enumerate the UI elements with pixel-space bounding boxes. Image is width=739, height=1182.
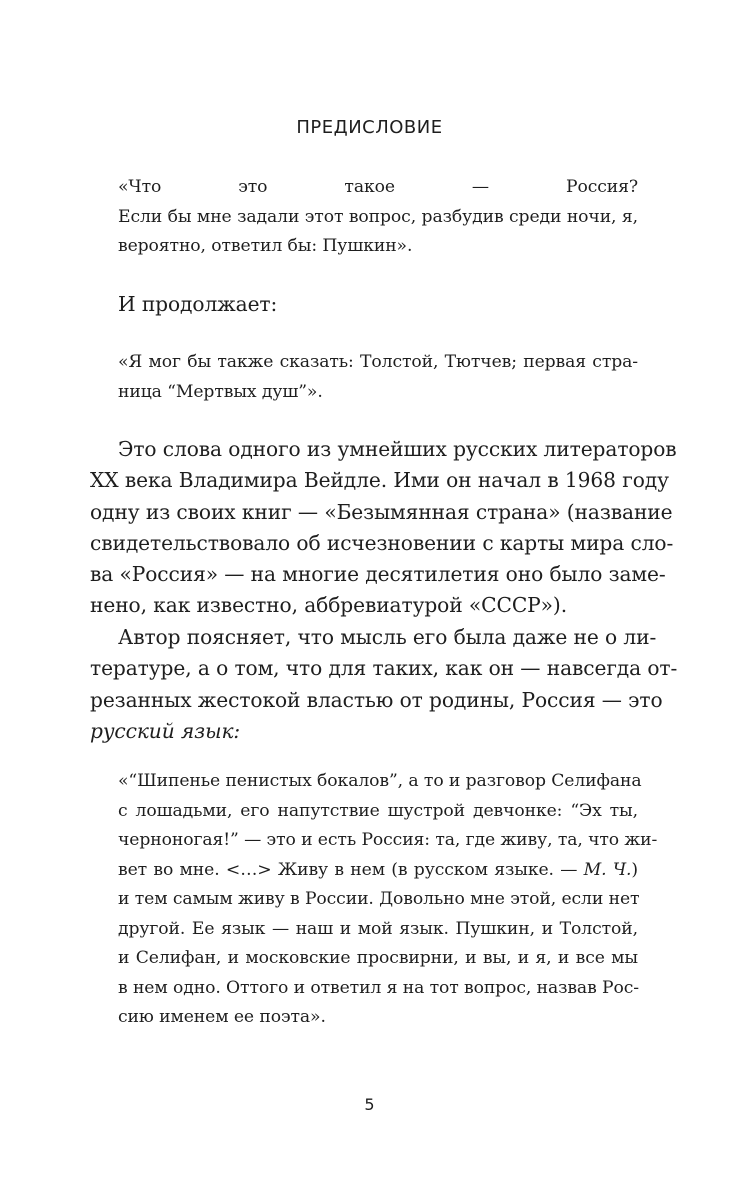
continues-line <box>118 289 666 320</box>
quote-line: вероятно, ответил бы: Пушкин». <box>118 236 413 256</box>
page-number: 5 <box>364 1095 375 1114</box>
quote-line: «Я мог бы также сказать: Толстой, Тютчев; первая стра- <box>118 352 638 372</box>
text-line: свидетельствовало об исчезновении с карты мира сло- <box>90 530 674 555</box>
quote-line: другой. Ее язык — наш и мой язык. Пушкин, и Толстой, <box>118 918 638 939</box>
quote-line: с лошадьми, его напутствие шустрой девчонке: “Эх ты, <box>118 800 638 821</box>
text-line: тературе, а о том, что для таких, как он — навсегда от- <box>90 656 678 681</box>
quote-line: черноногая!” — это и есть Россия: та, где живу, та, что жи- <box>118 830 658 850</box>
quote-line <box>118 856 638 886</box>
quote-line: и тем самым живу в России. Довольно мне этой, если нет <box>118 889 640 909</box>
closing-paren: ) <box>631 859 638 880</box>
quote-line: сию именем ее поэта». <box>118 1007 326 1027</box>
quote-line: ница “Мертвых душ”». <box>118 381 323 402</box>
text-line: ва «Россия» — на многие десятилетия оно было заме- <box>90 562 666 587</box>
quote-line: в нем одно. Оттого и ответил я на тот вопрос, назвав Рос- <box>118 977 639 998</box>
text-line: Это слова одного из умнейших русских литераторов <box>118 437 677 461</box>
author-initials: М. Ч. <box>583 859 632 880</box>
text-line: XX века Владимира Вейдле. Ими он начал в 1968 году <box>90 468 669 493</box>
italic-phrase: русский язык: <box>90 718 241 743</box>
text-line: И продолжает: <box>118 292 278 316</box>
text-line: нено, как известно, аббревиатурой «СССР»). <box>90 593 568 618</box>
third-quote <box>118 767 658 1033</box>
quote-line: Если бы мне задали этот вопрос, разбудив среди ночи, я, <box>118 206 638 227</box>
second-quote <box>118 348 638 407</box>
paragraph-2 <box>90 622 678 747</box>
epigraph-quote <box>118 173 638 262</box>
quote-line: и Селифан, и московские просвирни, и вы, и я, и все мы <box>118 948 638 968</box>
quote-text: вет во мне. <…> Живу в нем (в русском языке. — <box>118 859 578 880</box>
text-line: Автор поясняет, что мысль его была даже не о ли- <box>118 625 657 649</box>
quote-line: «Что это такое — Россия? <box>118 177 638 197</box>
paragraph-1 <box>90 434 677 622</box>
quote-line: «“Шипенье пенистых бокалов”, а то и разговор Селифана <box>118 771 642 791</box>
chapter-title: ПРЕДИСЛОВИЕ <box>296 117 443 138</box>
text-line: одну из своих книг — «Безымянная страна» (название <box>90 499 673 524</box>
text-line: резанных жестокой властью от родины, Россия — это <box>90 687 663 712</box>
